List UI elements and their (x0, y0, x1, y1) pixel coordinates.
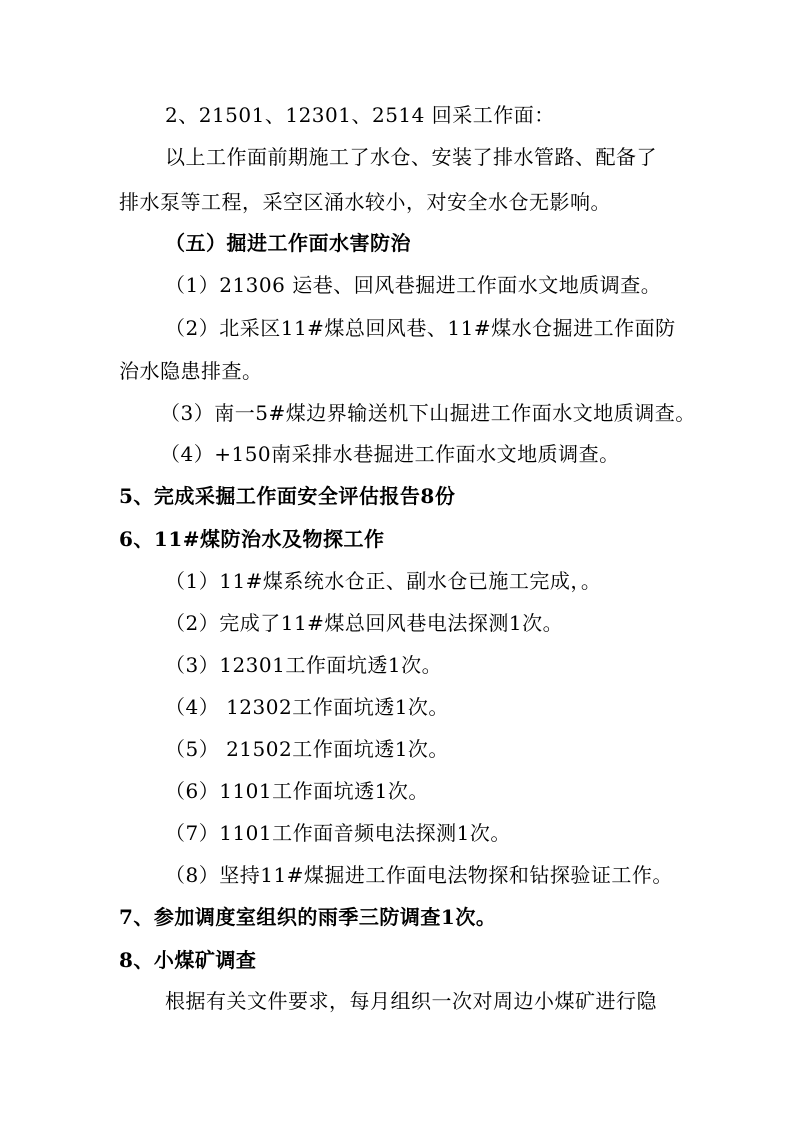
section-heading-safety-assessment: 5、完成采掘工作面安全评估报告8份 (119, 484, 456, 508)
paragraph-line: 排水泵等工程，采空区涌水较小，对安全水仓无影响。 (119, 190, 611, 214)
list-item: （6）1101工作面坑透1次。 (165, 779, 429, 803)
subsection-heading-excavation: （五）掘进工作面水害防治 (165, 231, 411, 255)
list-item: （5） 21502工作面坑透1次。 (165, 737, 449, 761)
section-heading-small-mines: 8、小煤矿调查 (119, 948, 257, 972)
list-item: （2）完成了11#煤总回风巷电法探测1次。 (165, 611, 564, 635)
list-item: （8）坚持11#煤掘进工作面电法物探和钻探验证工作。 (165, 863, 673, 887)
list-item: （3）南一5#煤边界输送机下山掘进工作面水文地质调查。 (160, 401, 696, 425)
section-heading-rainy-season: 7、参加调度室组织的雨季三防调查1次。 (119, 905, 497, 929)
list-item: （4） 12302工作面坑透1次。 (165, 695, 449, 719)
section-heading-working-faces: 2、21501、12301、2514 回采工作面： (165, 103, 555, 127)
list-item: （2）北采区11#煤总回风巷、11#煤水仓掘进工作面防 (165, 316, 676, 340)
list-item: （1）21306 运巷、回风巷掘进工作面水文地质调查。 (165, 273, 662, 297)
section-heading-water-prevention: 6、11#煤防治水及物探工作 (119, 527, 385, 551)
list-item-continuation: 治水隐患排查。 (119, 359, 263, 383)
list-item: （7）1101工作面音频电法探测1次。 (165, 821, 511, 845)
list-item: （1）11#煤系统水仓正、副水仓已施工完成，。 (165, 569, 602, 593)
list-item: （4）+150南采排水巷掘进工作面水文地质调查。 (160, 442, 620, 466)
list-item: （3）12301工作面坑透1次。 (165, 653, 443, 677)
paragraph-line: 根据有关文件要求，每月组织一次对周边小煤矿进行隐 (165, 989, 657, 1013)
paragraph-line: 以上工作面前期施工了水仓、安装了排水管路、配备了 (165, 145, 657, 169)
